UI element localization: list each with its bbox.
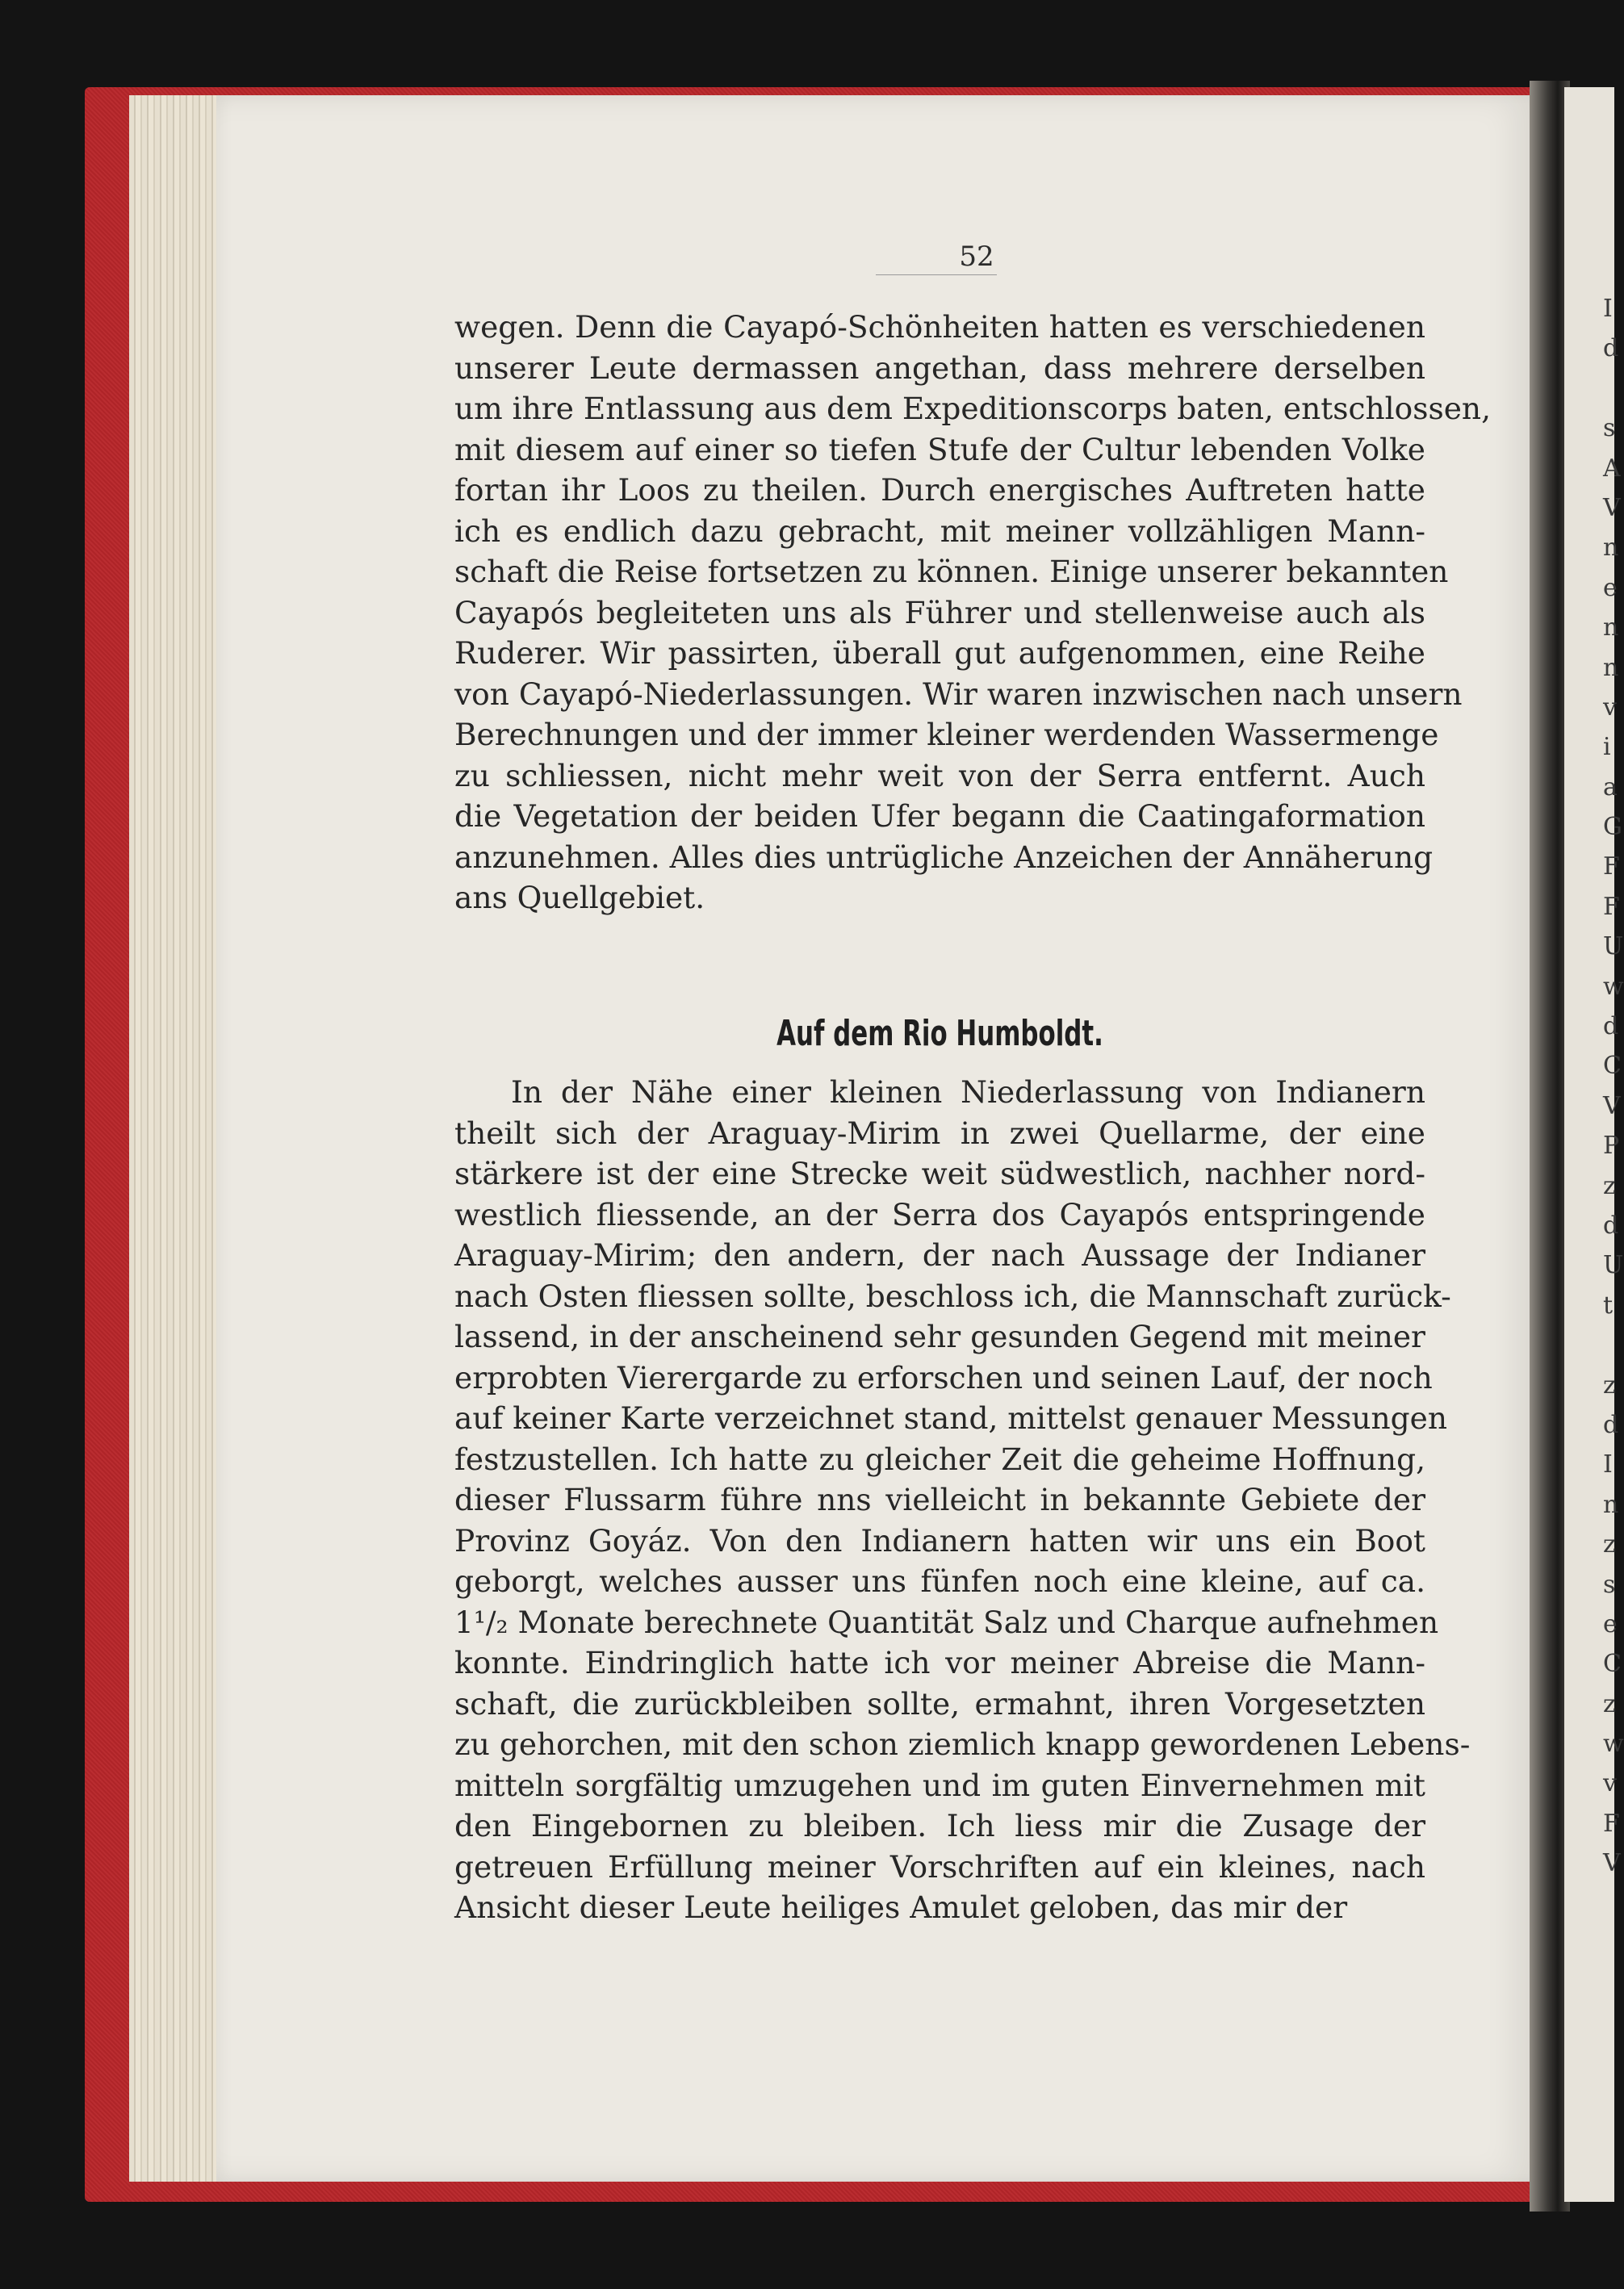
text-line: von Cayapó-Niederlassungen. Wir waren inzwischen nach unsern xyxy=(454,676,1463,712)
text-line: ich es endlich dazu gebracht, mit meiner vollzähligen Mann- xyxy=(454,513,1425,549)
text-line: unserer Leute dermassen angethan, dass mehrere derselben xyxy=(454,349,1425,386)
text-line: nach Osten fliessen sollte, beschloss ich, die Mannschaft zurück- xyxy=(454,1278,1451,1314)
page-edges xyxy=(129,95,218,2182)
section-heading: Auf dem Rio Humboldt. xyxy=(776,1013,1103,1054)
text-line: Ruderer. Wir passirten, überall gut aufgenommen, eine Reihe xyxy=(454,635,1425,671)
next-page-glyph: n xyxy=(1603,613,1619,642)
text-line: Berechnungen und der immer kleiner werdenden Wassermenge xyxy=(454,717,1439,752)
next-page-glyph: e xyxy=(1603,573,1618,602)
next-page-glyph: G xyxy=(1603,813,1622,842)
text-line: Cayapós begleiteten uns als Führer und stellenweise auch als xyxy=(454,594,1425,630)
text-line: um ihre Entlassung aus dem Expeditionscorps baten, entschlossen, xyxy=(454,391,1492,426)
text-line: stärkere ist der eine Strecke weit südwestlich, nachher nord- xyxy=(454,1156,1425,1191)
paragraph-rio-humboldt xyxy=(454,1072,1471,1928)
text-line: ans Quellgebiet. xyxy=(454,880,705,915)
next-page-glyph: e xyxy=(1603,1609,1618,1638)
next-page-glyph: F xyxy=(1603,892,1620,921)
next-page-glyph: U xyxy=(1603,1251,1624,1280)
next-page-glyph xyxy=(1564,1325,1624,1365)
text-line: auf keiner Karte verzeichnet stand, mittelst genauer Messungen xyxy=(454,1400,1448,1436)
next-page-glyph: t xyxy=(1603,1291,1614,1320)
text-line: zu schliessen, nicht mehr weit von der Serra entfernt. Auch xyxy=(454,757,1425,793)
next-page-glyph: V xyxy=(1603,1091,1621,1120)
next-page-glyph: d xyxy=(1603,334,1619,363)
text-line: die Vegetation der beiden Ufer begann die Caatingaformation xyxy=(454,798,1425,834)
next-page-glyph: d xyxy=(1603,1410,1619,1439)
next-page-glyph: I xyxy=(1603,1450,1613,1479)
text-line: lassend, in der anscheinend sehr gesunden Gegend mit meiner xyxy=(454,1319,1425,1354)
next-page-glyph: C xyxy=(1603,1052,1622,1081)
page-number: 52 xyxy=(959,241,994,273)
paragraph-continued xyxy=(454,307,1492,919)
next-page-glyph: I xyxy=(1603,295,1613,323)
next-page-glyph: F xyxy=(1603,1809,1620,1838)
text-line: festzustellen. Ich hatte zu gleicher Zeit die geheime Hoffnung, xyxy=(454,1441,1425,1477)
next-page-glyph: w xyxy=(1603,972,1624,1001)
text-line: mitteln sorgfältig umzugehen und im guten Einvernehmen mit xyxy=(454,1767,1425,1803)
next-page-glyph: C xyxy=(1603,1650,1622,1679)
text-line: 1¹/₂ Monate berechnete Quantität Salz und Charque aufnehmen xyxy=(454,1604,1439,1640)
next-page-glyph: d xyxy=(1603,1012,1619,1041)
text-line: theilt sich der Araguay-Mirim in zwei Quellarme, der eine xyxy=(454,1115,1425,1151)
page-number-rule xyxy=(876,274,997,275)
text-line: schaft die Reise fortsetzen zu können. Einige unserer bekannten xyxy=(454,554,1449,589)
text-line: geborgt, welches ausser uns fünfen noch eine kleine, auf ca. xyxy=(454,1563,1425,1599)
next-page-glyph: a xyxy=(1603,772,1618,801)
next-page-glyph: z xyxy=(1603,1530,1616,1559)
next-page-glyph: v xyxy=(1603,1769,1617,1798)
text-line: wegen. Denn die Cayapó-Schönheiten hatten es verschiedenen xyxy=(454,309,1425,345)
text-line: Araguay-Mirim; den andern, der nach Aussage der Indianer xyxy=(454,1237,1425,1273)
next-page-glyph xyxy=(1564,369,1624,408)
text-line: fortan ihr Loos zu theilen. Durch energisches Auftreten hatte xyxy=(454,472,1425,508)
next-page-glyph: n xyxy=(1603,1490,1619,1519)
next-page-glyph: z xyxy=(1603,1370,1616,1400)
next-page-glyph: w xyxy=(1603,1730,1624,1759)
text-line: mit diesem auf einer so tiefen Stufe der Cultur lebenden Volke xyxy=(454,431,1425,467)
next-page-glyph: z xyxy=(1603,1171,1616,1200)
text-line: den Eingebornen zu bleiben. Ich liess mir die Zusage der xyxy=(454,1808,1425,1843)
next-page-glyph: n xyxy=(1603,534,1619,563)
text-line: konnte. Eindringlich hatte ich vor meiner Abreise die Mann- xyxy=(454,1645,1425,1680)
next-page-glyph: P xyxy=(1603,1132,1620,1161)
text-line: dieser Flussarm führe nns vielleicht in bekannte Gebiete der xyxy=(454,1482,1425,1517)
next-page-glyph: V xyxy=(1603,1849,1621,1878)
next-page-glyph: F xyxy=(1603,852,1620,881)
text-line: schaft, die zurückbleiben sollte, ermahnt, ihren Vorgesetzten xyxy=(454,1685,1425,1722)
next-page-glyph: V xyxy=(1603,493,1621,522)
next-page-glyphs xyxy=(1564,289,1624,1884)
next-page-glyph: s xyxy=(1603,414,1616,443)
next-page-glyph: v xyxy=(1603,693,1617,722)
next-page-glyph: A xyxy=(1603,454,1621,483)
next-page-glyph: i xyxy=(1603,733,1611,762)
next-page-glyph: U xyxy=(1603,932,1624,961)
next-page-glyph: d xyxy=(1603,1211,1619,1240)
text-line: getreuen Erfüllung meiner Vorschriften auf ein kleines, nach xyxy=(454,1848,1425,1885)
text-line: anzunehmen. Alles dies untrügliche Anzeichen der Annäherung xyxy=(454,839,1434,875)
text-line: erprobten Vierergarde zu erforschen und seinen Lauf, der noch xyxy=(454,1359,1433,1396)
next-page-glyph: n xyxy=(1603,653,1619,682)
text-line: zu gehorchen, mit den schon ziemlich knapp gewordenen Lebens- xyxy=(454,1726,1471,1762)
next-page-glyph: s xyxy=(1603,1570,1616,1599)
next-page-glyph: z xyxy=(1603,1689,1616,1718)
next-page-edge xyxy=(1564,87,1624,2202)
text-line: westlich fliessende, an der Serra dos Cayapós entspringende xyxy=(454,1196,1425,1232)
text-line: Provinz Goyáz. Von den Indianern hatten wir uns ein Boot xyxy=(454,1522,1425,1559)
text-line: In der Nähe einer kleinen Niederlassung von Indianern xyxy=(511,1074,1425,1110)
text-line: Ansicht dieser Leute heiliges Amulet geloben, das mir der xyxy=(454,1889,1348,1925)
